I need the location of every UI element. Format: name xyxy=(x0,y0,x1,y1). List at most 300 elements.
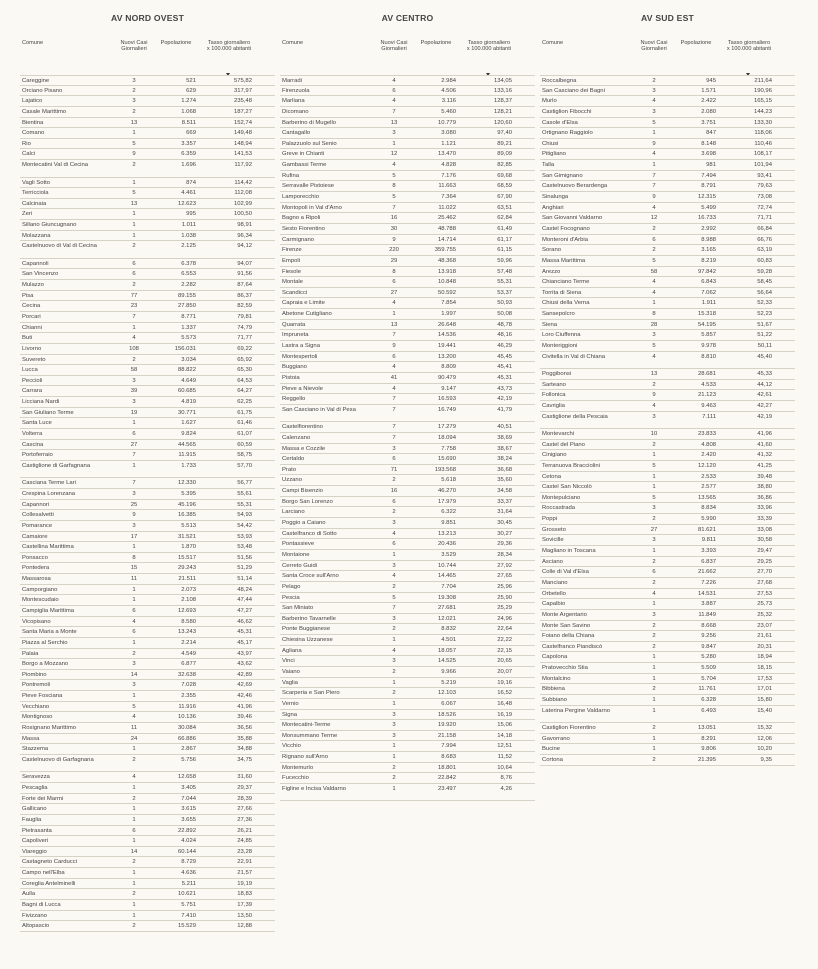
popolazione-cell: 9.147 xyxy=(441,385,456,392)
comune-cell: Capraia e Limite xyxy=(282,300,325,307)
casi-cell: 17 xyxy=(130,533,138,540)
table-row xyxy=(20,241,275,258)
table-header xyxy=(20,40,275,78)
popolazione-cell: 8.834 xyxy=(701,505,716,512)
casi-cell: 2 xyxy=(392,690,396,697)
table-row xyxy=(540,128,795,139)
popolazione-cell: 7.494 xyxy=(701,172,716,179)
table-row xyxy=(20,702,275,713)
table-row xyxy=(280,720,535,731)
casi-cell: 23 xyxy=(130,303,138,310)
casi-cell: 4 xyxy=(392,385,396,392)
casi-cell: 2 xyxy=(132,282,136,289)
tasso-cell: 31,64 xyxy=(497,509,512,516)
tasso-cell: 149,48 xyxy=(233,130,252,137)
casi-cell: 6 xyxy=(392,279,396,286)
table-row xyxy=(280,330,535,341)
casi-cell: 1 xyxy=(132,902,136,909)
casi-cell: 5 xyxy=(392,172,396,179)
popolazione-cell: 156.031 xyxy=(174,345,196,352)
casi-cell: 1 xyxy=(392,743,396,750)
comune-cell: Follonica xyxy=(542,392,566,399)
casi-cell: 1 xyxy=(652,548,656,555)
popolazione-cell: 629 xyxy=(186,87,196,94)
table-row xyxy=(540,107,795,118)
tasso-cell: 43,62 xyxy=(237,661,252,668)
casi-cell: 9 xyxy=(132,512,136,519)
comune-cell: Coreglia Antelminelli xyxy=(22,880,76,887)
table-row xyxy=(540,401,795,412)
comune-cell: Calcinaia xyxy=(22,200,47,207)
popolazione-cell: 3.529 xyxy=(441,551,456,558)
casi-cell: 13 xyxy=(130,119,138,126)
popolazione-cell: 21.395 xyxy=(697,756,716,763)
table-row xyxy=(20,532,275,543)
popolazione-cell: 97.842 xyxy=(697,268,716,275)
comune-cell: Montecatini Val di Cecina xyxy=(22,162,89,169)
popolazione-cell: 8.148 xyxy=(701,140,716,147)
popolazione-cell: 23.833 xyxy=(697,431,716,437)
tasso-cell: 61,15 xyxy=(497,247,512,254)
comune-cell: Pescia xyxy=(282,594,300,601)
table-row xyxy=(280,373,535,384)
comune-cell: Massa Marittima xyxy=(542,257,586,264)
tasso-cell: 21,61 xyxy=(757,633,772,640)
popolazione-cell: 12.315 xyxy=(697,194,716,201)
popolazione-cell: 13.051 xyxy=(697,725,716,732)
tasso-cell: 575,82 xyxy=(233,78,252,84)
table-row xyxy=(20,680,275,691)
casi-cell: 4 xyxy=(652,402,656,409)
table-row xyxy=(20,333,275,344)
casi-cell: 14 xyxy=(130,848,138,855)
comune-cell: Montopoli in Val d'Arno xyxy=(282,204,342,211)
comune-cell: Chianciano Terme xyxy=(542,279,590,286)
tasso-cell: 19,16 xyxy=(497,679,512,686)
table-row xyxy=(20,259,275,270)
table-row xyxy=(540,546,795,557)
tasso-cell: 45,31 xyxy=(237,629,252,636)
comune-cell: Castelfranco di Sotto xyxy=(282,530,337,537)
comune-cell: Pescaglia xyxy=(22,785,48,791)
casi-cell: 2 xyxy=(132,795,136,802)
tasso-cell: 41,25 xyxy=(757,462,772,469)
casi-cell: 13 xyxy=(390,119,398,126)
comune-cell: Asciano xyxy=(542,558,563,565)
casi-cell: 6 xyxy=(132,629,136,636)
tasso-cell: 14,18 xyxy=(497,732,512,739)
casi-cell: 2 xyxy=(652,756,656,763)
comune-cell: San Giuliano Terme xyxy=(22,409,74,416)
tasso-cell: 25,29 xyxy=(497,605,512,612)
casi-cell: 9 xyxy=(132,151,136,158)
casi-cell: 30 xyxy=(390,225,398,232)
comune-cell: Viareggio xyxy=(22,848,47,855)
comune-cell: Campo nell'Elba xyxy=(22,870,65,877)
casi-cell: 6 xyxy=(652,569,656,576)
tasso-cell: 61,75 xyxy=(237,409,252,416)
tasso-cell: 79,81 xyxy=(237,313,252,320)
table-row xyxy=(280,171,535,182)
popolazione-cell: 8.771 xyxy=(181,313,196,320)
comune-cell: Montemurlo xyxy=(282,764,314,771)
table-row xyxy=(540,599,795,610)
tasso-cell: 13,50 xyxy=(237,912,252,919)
table-row xyxy=(20,188,275,199)
tasso-cell: 10,20 xyxy=(757,746,772,753)
popolazione-cell: 27.850 xyxy=(177,303,196,310)
table-row xyxy=(20,900,275,911)
comune-cell: Chiusi della Verna xyxy=(542,300,590,307)
comune-cell: Talla xyxy=(542,162,555,169)
comune-cell: Poggibonsi xyxy=(542,371,572,378)
tasso-cell: 71,77 xyxy=(237,335,252,342)
casi-cell: 2 xyxy=(652,633,656,640)
table-row xyxy=(280,405,535,422)
casi-cell: 12 xyxy=(390,151,398,158)
comune-cell: Civitella in Val di Chiana xyxy=(542,353,606,360)
table-row xyxy=(20,440,275,451)
popolazione-cell: 11.849 xyxy=(698,611,716,618)
tasso-cell: 53,37 xyxy=(497,289,512,296)
tasso-cell: 8,76 xyxy=(500,775,512,782)
comune-cell: Monte San Savino xyxy=(542,622,591,629)
casi-cell: 39 xyxy=(130,388,138,395)
comune-cell: Sinalunga xyxy=(542,194,569,201)
table-row xyxy=(540,744,795,755)
table-row xyxy=(540,352,795,369)
popolazione-cell: 5.990 xyxy=(701,516,716,523)
popolazione-cell: 2.577 xyxy=(701,484,716,491)
comune-cell: Stazzema xyxy=(22,746,49,753)
tasso-cell: 45,33 xyxy=(757,371,772,378)
casi-cell: 2 xyxy=(652,622,656,629)
comune-cell: Firenze xyxy=(282,247,302,254)
comune-cell: Fauglia xyxy=(22,816,42,823)
tasso-cell: 20,31 xyxy=(757,643,772,650)
casi-cell: 6 xyxy=(132,260,136,267)
casi-cell: 1 xyxy=(652,746,656,753)
tasso-cell: 74,79 xyxy=(237,324,252,331)
popolazione-cell: 81.621 xyxy=(697,526,716,533)
casi-cell: 2 xyxy=(132,650,136,657)
popolazione-cell: 193.568 xyxy=(434,466,456,473)
casi-cell: 4 xyxy=(392,530,396,537)
tasso-cell: 45,45 xyxy=(497,353,512,360)
table-row xyxy=(280,497,535,508)
header-popolazione: Popolazione xyxy=(160,40,192,46)
table-row xyxy=(280,646,535,657)
comune-cell: Calci xyxy=(22,151,36,158)
table-row xyxy=(20,139,275,150)
comune-cell: Poppi xyxy=(542,516,558,523)
tasso-cell: 39,46 xyxy=(237,714,252,721)
casi-cell: 7 xyxy=(392,204,396,211)
popolazione-cell: 12.120 xyxy=(697,462,716,469)
table-row xyxy=(540,450,795,461)
table-row xyxy=(280,475,535,486)
comune-cell: Gallicano xyxy=(22,806,47,813)
comune-cell: Vernio xyxy=(282,700,299,707)
tasso-cell: 26,21 xyxy=(237,827,252,834)
tasso-cell: 211,64 xyxy=(754,78,772,84)
comune-cell: Colle di Val d'Elsa xyxy=(542,569,589,576)
casi-cell: 1 xyxy=(132,232,136,239)
casi-cell: 6 xyxy=(392,353,396,360)
casi-cell: 7 xyxy=(392,406,396,413)
popolazione-cell: 12.623 xyxy=(177,200,196,207)
header-tasso: Tasso giornaliero x 100.000 abitanti xyxy=(206,40,252,53)
table-row xyxy=(540,181,795,192)
casi-cell: 2 xyxy=(132,859,136,866)
casi-cell: 6 xyxy=(132,431,136,437)
comune-cell: Campiglia Marittima xyxy=(22,608,75,614)
casi-cell: 7 xyxy=(392,434,396,441)
casi-cell: 9 xyxy=(652,392,656,399)
comune-cell: Castel San Niccolò xyxy=(542,484,592,491)
comune-cell: Rignano sull'Arno xyxy=(282,754,328,761)
casi-cell: 1 xyxy=(392,140,396,147)
casi-cell: 1 xyxy=(652,473,656,480)
popolazione-cell: 22.842 xyxy=(437,775,456,782)
popolazione-cell: 8.809 xyxy=(441,364,456,371)
popolazione-cell: 1.011 xyxy=(181,222,196,229)
casi-cell: 2 xyxy=(652,686,656,693)
casi-cell: 2 xyxy=(132,923,136,930)
popolazione-cell: 7.704 xyxy=(441,583,456,590)
casi-cell: 1 xyxy=(132,806,136,813)
table-row xyxy=(20,199,275,210)
casi-cell: 2 xyxy=(652,247,656,254)
comune-cell: Casole d'Elsa xyxy=(542,119,578,126)
popolazione-cell: 5.704 xyxy=(701,675,716,682)
comune-cell: Piombino xyxy=(22,671,47,678)
comune-cell: Prato xyxy=(282,466,297,473)
table-row xyxy=(20,723,275,734)
tasso-cell: 9,35 xyxy=(760,756,772,763)
casi-cell: 4 xyxy=(392,364,396,371)
tasso-cell: 54,42 xyxy=(237,522,252,529)
popolazione-cell: 7.111 xyxy=(702,413,716,420)
table-row xyxy=(20,734,275,745)
comune-cell: Manciano xyxy=(542,579,568,586)
comune-cell: Cetona xyxy=(542,473,561,480)
casi-cell: 7 xyxy=(392,396,396,403)
comune-cell: Borgo San Lorenzo xyxy=(282,498,333,505)
tasso-cell: 58,45 xyxy=(757,279,772,286)
popolazione-cell: 7.044 xyxy=(181,795,196,802)
tasso-cell: 45,40 xyxy=(757,353,772,360)
comune-cell: Vecchiano xyxy=(22,703,50,710)
popolazione-cell: 17.979 xyxy=(437,498,456,505)
comune-cell: Peccioli xyxy=(22,377,43,384)
tasso-cell: 22,22 xyxy=(497,637,512,644)
comune-cell: Zeri xyxy=(22,211,33,218)
casi-cell: 2 xyxy=(392,477,396,484)
tasso-cell: 43,97 xyxy=(237,650,252,657)
table-row xyxy=(540,429,795,440)
comune-cell: Piazza al Serchio xyxy=(22,639,68,646)
tasso-cell: 60,83 xyxy=(757,257,772,264)
table-row xyxy=(540,380,795,391)
comune-cell: Molazzana xyxy=(22,232,51,239)
table-row xyxy=(280,298,535,309)
tasso-cell: 27,66 xyxy=(237,806,252,813)
tasso-cell: 12,51 xyxy=(497,743,512,750)
comune-cell: San Casciano dei Bagni xyxy=(542,87,605,94)
table-row xyxy=(540,390,795,401)
comune-cell: Camaiore xyxy=(22,533,48,540)
tasso-cell: 62,25 xyxy=(237,399,252,406)
tasso-cell: 61,07 xyxy=(237,431,252,437)
tasso-cell: 30,58 xyxy=(757,537,772,544)
comune-cell: Careggine xyxy=(22,78,50,84)
comune-cell: Sillano Giuncugnano xyxy=(22,222,77,229)
comune-cell: Castelnuovo di Val di Cecina xyxy=(22,243,97,250)
table-row xyxy=(540,578,795,589)
table-row xyxy=(20,344,275,355)
tasso-cell: 33,37 xyxy=(497,498,512,505)
table-row xyxy=(20,836,275,847)
tasso-cell: 317,97 xyxy=(233,87,252,94)
popolazione-cell: 5.280 xyxy=(701,654,716,661)
tasso-cell: 12,06 xyxy=(757,735,772,742)
casi-cell: 4 xyxy=(392,300,396,307)
tasso-cell: 18,83 xyxy=(237,891,252,898)
casi-cell: 7 xyxy=(392,108,396,115)
popolazione-cell: 89.155 xyxy=(177,292,196,299)
popolazione-cell: 11.915 xyxy=(178,452,196,459)
table-row xyxy=(540,461,795,472)
tasso-cell: 29,36 xyxy=(497,541,512,548)
table-row xyxy=(20,521,275,532)
table-row xyxy=(20,269,275,280)
popolazione-cell: 4.533 xyxy=(701,381,716,388)
casi-cell: 1 xyxy=(392,754,396,761)
comune-cell: Monsummano Terme xyxy=(282,732,338,739)
casi-cell: 3 xyxy=(392,658,396,665)
popolazione-cell: 19.308 xyxy=(437,594,456,601)
table-row xyxy=(280,277,535,288)
comune-cell: Pontassieve xyxy=(282,541,315,548)
table-row xyxy=(280,603,535,614)
comune-cell: Monteroni d'Arbia xyxy=(542,236,588,243)
table-row xyxy=(20,659,275,670)
comune-cell: Pieve a Nievole xyxy=(282,385,323,392)
comune-cell: Collesalvetti xyxy=(22,512,54,519)
tasso-cell: 50,93 xyxy=(497,300,512,307)
table-row xyxy=(540,267,795,278)
tasso-cell: 114,42 xyxy=(234,179,252,186)
comune-cell: Dicomano xyxy=(282,108,309,115)
tasso-cell: 69,22 xyxy=(237,345,252,352)
casi-cell: 1 xyxy=(132,838,136,845)
table-row xyxy=(280,699,535,710)
table-row xyxy=(280,181,535,192)
casi-cell: 2 xyxy=(652,725,656,732)
casi-cell: 3 xyxy=(132,98,136,105)
popolazione-cell: 50.592 xyxy=(437,289,456,296)
tasso-cell: 27,65 xyxy=(497,573,512,580)
casi-cell: 5 xyxy=(652,257,656,264)
popolazione-cell: 4.808 xyxy=(701,441,716,448)
tasso-cell: 24,96 xyxy=(497,615,512,622)
popolazione-cell: 6.877 xyxy=(181,661,196,668)
tasso-cell: 16,48 xyxy=(497,700,512,707)
casi-cell: 4 xyxy=(392,647,396,654)
table-row xyxy=(540,674,795,685)
tasso-cell: 41,96 xyxy=(757,431,772,437)
table-row xyxy=(20,595,275,606)
popolazione-cell: 8.580 xyxy=(181,618,196,625)
tasso-cell: 22,15 xyxy=(497,647,512,654)
popolazione-cell: 22.892 xyxy=(177,827,196,834)
tasso-cell: 118,06 xyxy=(754,130,772,137)
comune-cell: Vaglia xyxy=(282,679,298,686)
comune-cell: Carmignano xyxy=(282,236,315,243)
popolazione-cell: 9.806 xyxy=(701,746,716,753)
tasso-cell: 61,17 xyxy=(497,236,512,243)
casi-cell: 8 xyxy=(652,311,656,318)
comune-cell: Capannori xyxy=(22,501,50,508)
comune-cell: Livorno xyxy=(22,345,42,352)
table-row xyxy=(540,734,795,745)
header-casi: Nuovi Casi Giornalieri xyxy=(380,40,408,53)
casi-cell: 2 xyxy=(652,643,656,650)
comune-cell: Castel del Piano xyxy=(542,441,585,448)
table-row xyxy=(20,118,275,129)
comune-cell: Suvereto xyxy=(22,356,46,363)
tasso-cell: 89,09 xyxy=(497,151,512,158)
casi-cell: 4 xyxy=(392,573,396,580)
table-row xyxy=(280,245,535,256)
table-row xyxy=(540,277,795,288)
casi-cell: 3 xyxy=(132,661,136,668)
tasso-cell: 36,86 xyxy=(757,494,772,501)
table-row xyxy=(280,213,535,224)
tasso-cell: 11,52 xyxy=(497,754,512,761)
table-row xyxy=(280,362,535,373)
popolazione-cell: 21.662 xyxy=(697,569,716,576)
table-row xyxy=(540,309,795,320)
casi-cell: 5 xyxy=(652,119,656,126)
tasso-cell: 38,80 xyxy=(757,484,772,491)
comune-cell: Buti xyxy=(22,335,33,342)
comune-cell: Ortignano Raggiolo xyxy=(542,130,593,137)
casi-cell: 3 xyxy=(652,505,656,512)
tasso-cell: 62,84 xyxy=(497,215,512,222)
table-row xyxy=(280,75,535,86)
tasso-cell: 65,92 xyxy=(237,356,252,363)
table-row xyxy=(540,663,795,674)
casi-cell: 1 xyxy=(652,452,656,459)
popolazione-cell: 13.243 xyxy=(177,629,196,636)
tasso-cell: 144,23 xyxy=(753,108,772,115)
popolazione-cell: 3.393 xyxy=(701,548,716,555)
comune-cell: Torrita di Siena xyxy=(542,289,582,296)
comune-cell: Montespertoli xyxy=(282,353,318,360)
table-row xyxy=(280,96,535,107)
comune-cell: Castiglion Fiorentino xyxy=(542,725,596,732)
comune-cell: Pontedera xyxy=(22,565,50,572)
popolazione-cell: 16.593 xyxy=(437,396,456,403)
tasso-cell: 101,94 xyxy=(753,162,772,169)
casi-cell: 1 xyxy=(132,597,136,604)
table-row xyxy=(540,149,795,160)
popolazione-cell: 9.811 xyxy=(701,537,716,544)
tasso-cell: 31,60 xyxy=(237,774,252,781)
tasso-cell: 4,26 xyxy=(500,786,512,793)
